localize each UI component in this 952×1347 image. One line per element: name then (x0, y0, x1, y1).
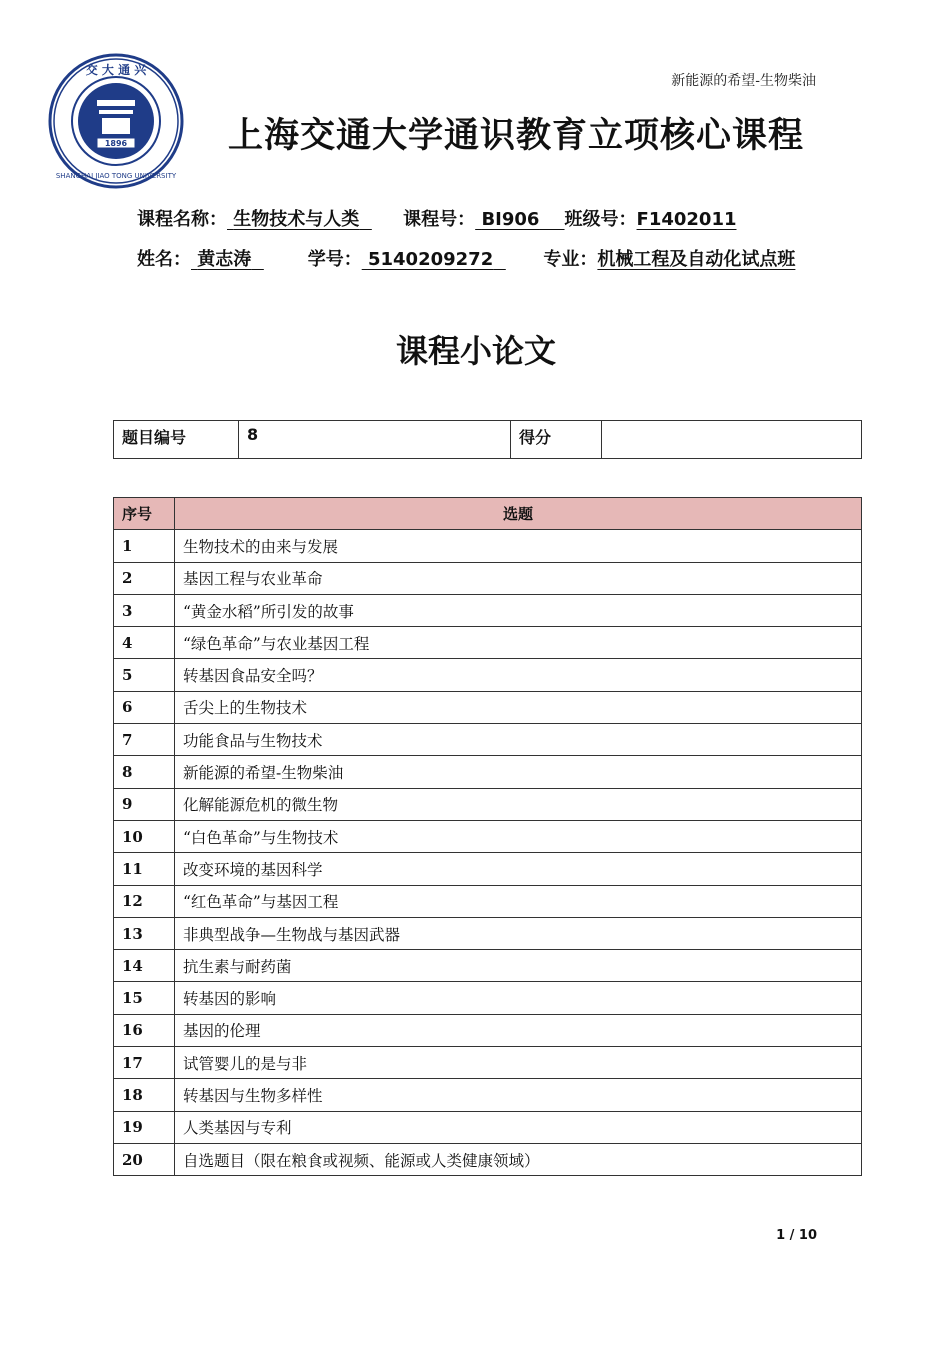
table-row (114, 820, 862, 852)
table-row (114, 788, 862, 820)
topic-number: 10 (114, 820, 175, 852)
table-row (114, 1079, 862, 1111)
topic-title: “白色革命”与生物技术 (175, 820, 862, 852)
student-id-value: 5140209272 (367, 249, 494, 270)
topic-number: 4 (114, 627, 175, 659)
header-topic: 选题 (175, 498, 862, 530)
course-name-value: 生物技术与人类 (233, 209, 360, 230)
table-row (114, 950, 862, 982)
table-row (114, 853, 862, 885)
topics-table (113, 497, 862, 1176)
course-no-value: BI906 (481, 209, 540, 230)
table-row (114, 724, 862, 756)
topic-number: 15 (114, 982, 175, 1014)
topic-no-value: 8 (239, 421, 511, 459)
course-info-line-1 (137, 205, 737, 231)
topic-number: 14 (114, 950, 175, 982)
topics-header-row (114, 498, 862, 530)
table-row (114, 1111, 862, 1143)
topic-number: 17 (114, 1047, 175, 1079)
paper-title: 课程小论文 (395, 332, 556, 370)
topic-title: 非典型战争—生物战与基因武器 (175, 917, 862, 949)
topic-number: 18 (114, 1079, 175, 1111)
table-row (114, 627, 862, 659)
topic-title: 转基因食品安全吗？ (175, 659, 862, 691)
svg-text:交 大 通 兴: 交 大 通 兴 (85, 63, 147, 77)
course-program-title: 上海交通大学通识教育立项核心课程 (228, 116, 805, 156)
course-info-line-2 (137, 245, 795, 271)
table-row (114, 659, 862, 691)
class-no-label: 班级号： (564, 209, 637, 230)
topic-title: 基因的伦理 (175, 1014, 862, 1046)
header-no: 序号 (114, 498, 175, 530)
course-name-label: 课程名称： (137, 209, 227, 230)
topic-title: 生物技术的由来与发展 (175, 530, 862, 562)
major-value: 机械工程及自动化试点班 (597, 249, 796, 270)
topic-title: 转基因与生物多样性 (175, 1079, 862, 1111)
table-row (114, 885, 862, 917)
university-seal-logo (47, 52, 185, 190)
topic-title: 转基因的影响 (175, 982, 862, 1014)
topic-number: 6 (114, 691, 175, 723)
table-row (114, 691, 862, 723)
topic-number: 1 (114, 530, 175, 562)
topic-number: 13 (114, 917, 175, 949)
topic-number: 9 (114, 788, 175, 820)
page-number: 1 / 10 (776, 1228, 817, 1243)
topic-title: 抗生素与耐药菌 (175, 950, 862, 982)
topic-number: 5 (114, 659, 175, 691)
topic-number: 19 (114, 1111, 175, 1143)
topic-title: “黄金水稻”所引发的故事 (175, 594, 862, 626)
svg-text:1896: 1896 (104, 139, 128, 148)
topic-title: 改变环境的基因科学 (175, 853, 862, 885)
topic-number: 3 (114, 594, 175, 626)
table-row (114, 917, 862, 949)
table-row (114, 1047, 862, 1079)
topic-title: 功能食品与生物技术 (175, 724, 862, 756)
topic-title: “绿色革命”与农业基因工程 (175, 627, 862, 659)
topic-title: 新能源的希望-生物柴油 (175, 756, 862, 788)
topic-number: 7 (114, 724, 175, 756)
table-row (114, 982, 862, 1014)
table-row (114, 756, 862, 788)
topic-no-label: 题目编号 (114, 421, 239, 459)
topic-title: 人类基因与专利 (175, 1111, 862, 1143)
score-label: 得分 (511, 421, 602, 459)
svg-text:SHANGHAI JIAO TONG UNIVERSITY: SHANGHAI JIAO TONG UNIVERSITY (55, 172, 177, 180)
topic-title: 基因工程与农业革命 (175, 562, 862, 594)
class-no-value: F1402011 (636, 209, 737, 230)
table-row (114, 594, 862, 626)
student-name-value: 黄志涛 (197, 249, 252, 270)
topic-number: 11 (114, 853, 175, 885)
topic-title: 舌尖上的生物技术 (175, 691, 862, 723)
running-header: 新能源的希望-生物柴油 (671, 73, 816, 89)
score-table (113, 420, 862, 459)
score-value (602, 421, 862, 459)
topic-title: 自选题目（限在粮食或视频、能源或人类健康领域） (175, 1143, 862, 1175)
topic-title: “红色革命”与基因工程 (175, 885, 862, 917)
topic-number: 2 (114, 562, 175, 594)
table-row (114, 530, 862, 562)
student-name-label: 姓名： (137, 249, 191, 270)
topic-number: 16 (114, 1014, 175, 1046)
table-row (114, 1014, 862, 1046)
table-row (114, 1143, 862, 1175)
topic-title: 化解能源危机的微生物 (175, 788, 862, 820)
table-row (114, 562, 862, 594)
topic-title: 试管婴儿的是与非 (175, 1047, 862, 1079)
course-no-label: 课程号： (403, 209, 476, 230)
topic-number: 12 (114, 885, 175, 917)
topic-number: 8 (114, 756, 175, 788)
student-id-label: 学号： (307, 249, 362, 270)
topic-number: 20 (114, 1143, 175, 1175)
major-label: 专业： (543, 249, 598, 270)
